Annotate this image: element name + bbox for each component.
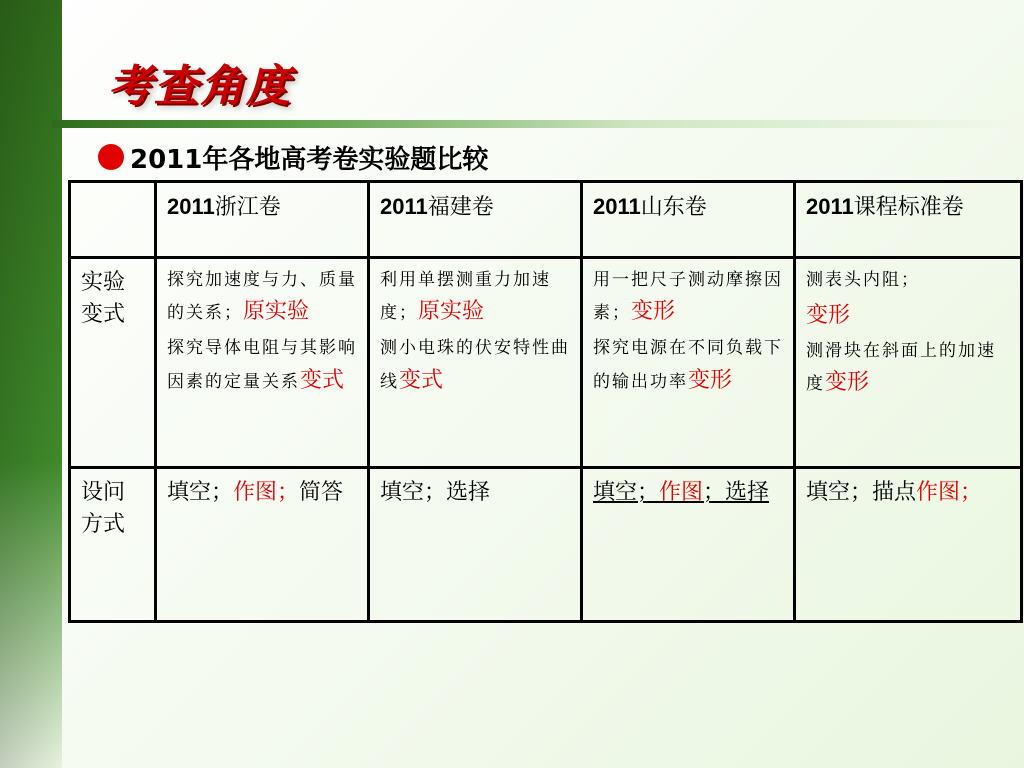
left-bar-shade [0,0,62,768]
cell-paragraph [380,267,570,329]
header-cell-empty [70,182,156,258]
cell-fujian-question [369,468,582,622]
table-header-row [70,182,1022,258]
header-year: 2011 [380,194,428,219]
cell-text: 填空；选择 [380,480,491,505]
cell-text: 测表头内阻； [806,270,920,290]
header-year: 2011 [593,194,641,219]
header-year: 2011 [167,194,215,219]
header-name: 山东卷 [640,195,707,220]
cell-tag: 作图； [916,480,983,505]
cell-text: 测小电珠的伏安特性曲线 [380,338,570,392]
cell-national-question [795,468,1022,622]
cell-paragraph [167,335,357,397]
cell-text: 利用单摆测重力加速度； [380,270,551,324]
bullet-icon [98,144,124,170]
comparison-table [68,180,1023,623]
cell-tag: 原实验 [418,299,485,325]
table-row-experiment [70,258,1022,468]
cell-paragraph [167,267,357,329]
cell-tag: 原实验 [243,299,310,325]
row-label-line: 方式 [81,511,126,537]
cell-tag: 作图； [233,480,300,505]
header-cell-national [795,182,1022,258]
header-year: 2011 [806,194,854,219]
cell-text: 探究加速度与力、质量的关系； [167,270,357,324]
cell-tag: 变形 [806,303,851,329]
header-name: 浙江卷 [214,195,281,220]
cell-zhejiang-experiment [156,258,369,468]
cell-text: 用一把尺子测动摩擦因素； [593,270,783,324]
cell-text: 简答 [299,480,344,505]
title-underline-rule [52,120,1024,128]
subtitle-text: 2011年各地高考卷实验题比较 [130,144,489,175]
cell-shandong-question [582,468,795,622]
cell-paragraph [593,267,783,329]
cell-zhejiang-question [156,468,369,622]
cell-text: 填空； [167,480,234,505]
table-row-question [70,468,1022,622]
cell-text: 探究导体电阻与其影响因素的定量关系 [167,338,357,392]
cell-shandong-experiment [582,258,795,468]
cell-paragraph [806,338,1010,400]
slide-title: 考查角度 [108,61,292,112]
header-name: 福建卷 [427,195,494,220]
cell-text: 填空； [593,480,660,505]
cell-tag: 变形 [825,370,870,396]
cell-tag: 变形 [688,367,733,393]
row-label-line: 实验 [81,270,126,295]
cell-text: ；选择 [703,480,770,505]
cell-tag: 变式 [300,367,345,393]
cell-text: 探究电源在不同负载下的输出功率 [593,338,783,392]
row-label-line: 设问 [81,480,126,505]
header-cell-shandong [582,182,795,258]
cell-paragraph [806,300,1010,332]
cell-tag: 变式 [399,367,444,393]
row-label-experiment [70,258,156,468]
cell-paragraph [806,267,1010,294]
cell-national-experiment [795,258,1022,468]
row-label-question [70,468,156,622]
underlined-group [593,480,769,505]
row-label-line: 变式 [81,301,126,327]
cell-paragraph [380,335,570,397]
cell-fujian-experiment [369,258,582,468]
header-cell-zhejiang [156,182,369,258]
header-cell-fujian [369,182,582,258]
slide-subtitle [98,137,488,177]
header-name: 课程标准卷 [853,195,964,220]
cell-text: 填空；描点 [806,480,917,505]
cell-paragraph [593,335,783,397]
cell-tag: 变形 [631,299,676,325]
cell-tag: 作图 [659,480,704,505]
cell-text: 测滑块在斜面上的加速度 [806,341,996,395]
